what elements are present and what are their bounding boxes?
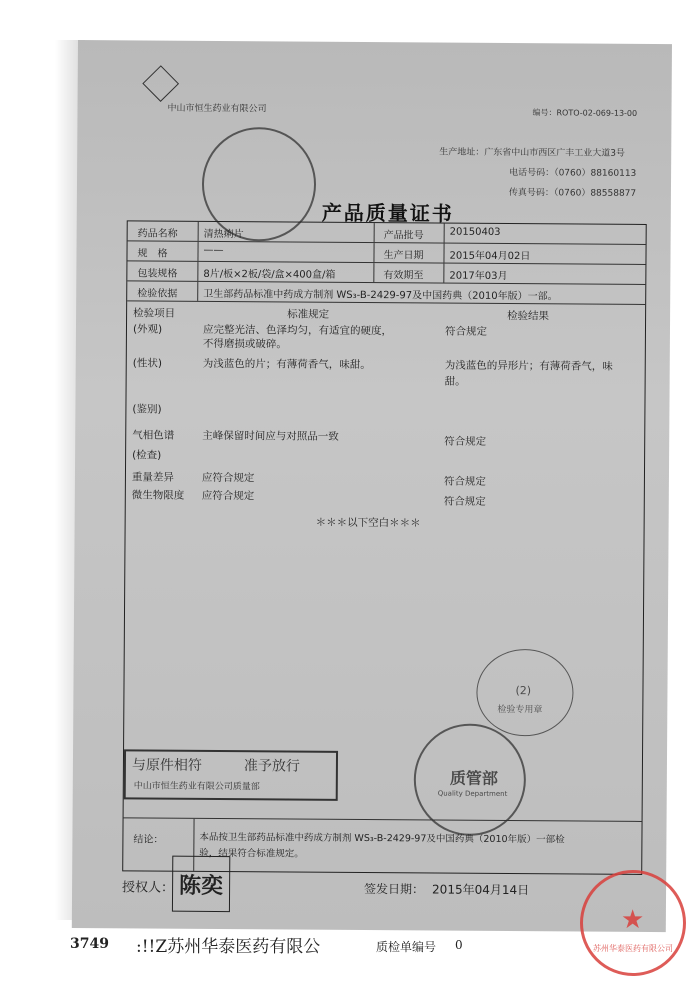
column-header: 检验项目 [133,307,176,320]
column-header: 标准规定 [287,308,330,321]
issue-date: 2015年04月14日 [432,882,530,898]
phone-line: 电话号码：（0760）88160113 [509,168,637,179]
test-standard: 为浅蓝色的片；有薄荷香气，味甜。 [202,357,371,372]
test-item: (鉴别) [132,403,162,416]
quality-table [122,220,647,875]
quality-department-stamp [413,723,526,836]
field-label: 规 格 [137,248,168,260]
stamp-number: (2) [515,684,532,698]
test-standard: 不得磨损或破碎。 [202,337,287,351]
conclusion-label: 结论： [133,834,164,846]
stamp-text: 质管部 [449,768,498,788]
column-header: 检验结果 [507,310,550,323]
stamp-text: Quality Department [437,789,508,799]
fax-line: 传真号码：（0760）88558877 [508,188,637,199]
company-red-stamp [580,870,686,976]
test-result: 符合规定 [443,495,486,508]
star-icon: ★ [621,905,645,935]
test-item: (性状) [132,357,162,370]
field-value: 清热痢片 [203,228,244,241]
footer-company: :!!Z苏州华泰医药有限公 [136,937,321,957]
test-item: 重量差异 [131,471,174,484]
field-label: 包装规格 [137,268,178,280]
stamp-text: 中山市恒生药业有限公司质量部 [133,781,260,793]
test-result: 为浅蓝色的异形片；有薄荷香气，味 [444,359,613,373]
form-number: 0 [455,938,463,952]
field-label: 产品批号 [383,230,424,242]
test-result: 符合规定 [444,435,487,448]
expiry-date: 2017年03月 [449,270,508,283]
test-standard: 主峰保留时间应与对照品一致 [202,429,339,443]
test-standard: 应完整光洁、色泽均匀，有适宜的硬度， [202,323,393,338]
field-value: —— [203,244,224,257]
company-logo [142,65,179,102]
address-line: 生产地址：广东省中山市西区广丰工业大道3号 [439,147,625,159]
stamp-text: 与原件相符 [131,757,202,774]
test-item: (外观) [132,323,163,336]
test-standard: 应符合规定 [201,489,255,503]
test-basis: 卫生部药品标准中药成方制剂 WS₃-B-2429-97及中国药典（2010年版）一部。 [203,288,558,303]
test-results-area [124,301,646,822]
production-date: 2015年04月02日 [449,250,531,263]
test-standard: 应符合规定 [201,471,255,485]
signature-seal: 陈奕 [172,856,230,912]
test-result: 符合规定 [444,325,488,338]
test-item: (检查) [132,449,162,462]
issue-date-label: 签发日期： [364,882,425,897]
company-name: 中山市恒生药业有限公司 [167,103,267,115]
footer [0,930,700,960]
stamp-text: 准予放行 [243,758,300,775]
field-label: 检验依据 [137,288,178,300]
scanned-certificate [72,40,672,932]
conclusion-text: 验，结果符合标准规定。 [199,847,304,860]
doc-number: 编号：ROTO-02-069-13-00 [532,108,638,118]
conclusion-text: 本品按卫生部药品标准中药成方制剂 WS₃-B-2429-97及中国药典（2010年版）一部检 [199,831,565,846]
red-stamp-text: 苏州华泰医药有限公司 [593,944,673,953]
document-title: 产品质量证书 [321,200,454,226]
field-label: 有效期至 [383,270,424,282]
authorized-person-label: 授权人： [122,880,175,896]
test-item: 气相色谱 [132,429,175,442]
test-result: 符合规定 [443,475,486,488]
stamp-text: 检验专用章 [497,704,543,716]
field-label: 生产日期 [383,250,424,262]
inspection-stamp [476,649,574,737]
copy-verified-stamp [124,749,338,800]
packaging-spec: 8片/板×2板/袋/盒×400盒/箱 [203,268,336,281]
test-result: 甜。 [444,375,466,388]
batch-number: 20150403 [449,226,501,238]
test-item: 微生物限度 [131,489,185,502]
blank-below-note: ＊＊＊以下空白＊＊＊ [315,516,421,530]
field-label: 药品名称 [137,228,178,240]
form-number-label: 质检单编号 [376,940,437,954]
footer-number: 3749 [70,936,109,952]
